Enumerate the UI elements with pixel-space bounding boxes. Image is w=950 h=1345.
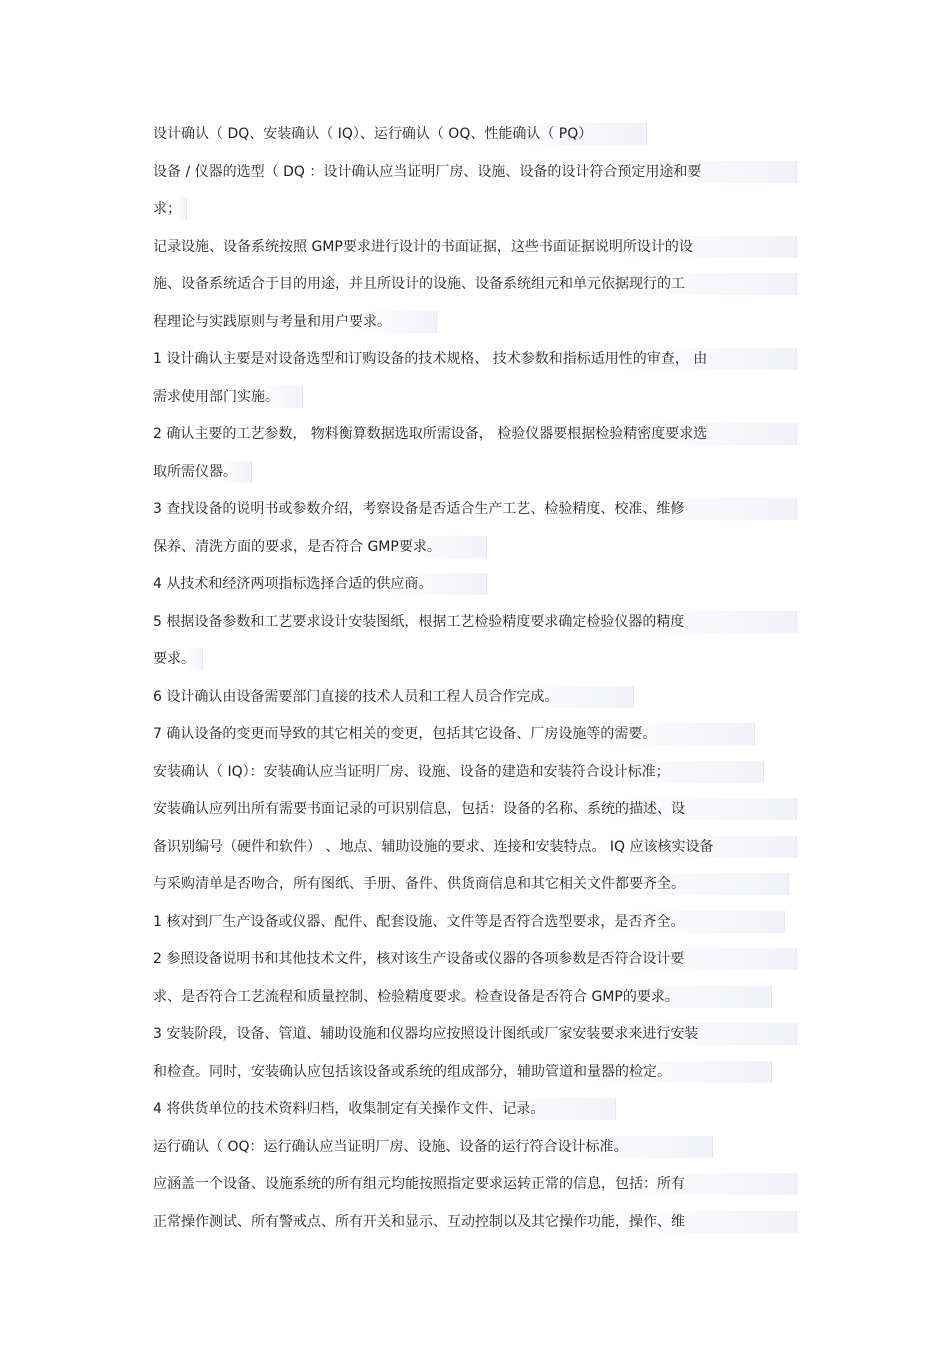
line-text: 2 确认主要的工艺参数， 物料衡算数据选取所需设备， 检验仪器要根据检验精密度要求选 [153, 426, 708, 442]
text-line [153, 1136, 713, 1158]
line-text: 与采购清单是否吻合，所有图纸、手册、备件、供货商信息和其它相关文件都要齐全。 [153, 876, 685, 892]
line-text: 6 设计确认由设备需要部门直接的技术人员和工程人员合作完成。 [153, 689, 559, 705]
line-text: 求、是否符合工艺流程和质量控制、检验精度要求。检查设备是否符合 GMP的要求。 [153, 989, 679, 1005]
text-line [153, 686, 634, 708]
line-text: 安装确认应列出所有需要书面记录的可识别信息，包括：设备的名称、系统的描述、设 [153, 801, 685, 817]
line-text: 1 设计确认主要是对设备选型和订购设备的技术规格、 技术参数和指标适用性的审查， 由 [153, 351, 708, 367]
text-line [153, 611, 797, 633]
text-line [153, 986, 772, 1008]
text-line [153, 761, 764, 783]
line-text: 3 查找设备的说明书或参数介绍，考察设备是否适合生产工艺、检验精度、校准、维修 [153, 501, 685, 517]
line-text: 求； [153, 201, 181, 217]
line-text: 备识别编号（硬件和软件） 、地点、辅助设施的要求、连接和安装特点。 IQ 应该核实设备 [153, 839, 714, 855]
line-text: 需求使用部门实施。 [153, 389, 279, 405]
text-line [153, 1173, 797, 1195]
text-line [153, 198, 187, 220]
line-text: 5 根据设备参数和工艺要求设计安装图纸，根据工艺检验精度要求确定检验仪器的精度 [153, 614, 685, 630]
text-line [153, 498, 797, 520]
text-line [153, 161, 797, 183]
line-text: 4 将供货单位的技术资料归档，收集制定有关操作文件、记录。 [153, 1101, 545, 1117]
line-text: 保养、清洗方面的要求，是否符合 GMP要求。 [153, 539, 441, 555]
text-line [153, 648, 203, 670]
text-line [153, 911, 785, 933]
line-text: 3 安装阶段，设备、管道、辅助设施和仪器均应按照设计图纸或厂家安装要求来进行安装 [153, 1026, 699, 1042]
line-text: 1 核对到厂生产设备或仪器、配件、配套设施、文件等是否符合选型要求，是否齐全。 [153, 914, 685, 930]
text-line [153, 423, 797, 445]
line-text: 设计确认（ DQ、安装确认（ IQ）、运行确认（ OQ、性能确认（ PQ） [153, 126, 593, 142]
text-line [153, 386, 303, 408]
text-line [153, 461, 252, 483]
line-text: 取所需仪器。 [153, 464, 237, 480]
text-line [153, 873, 789, 895]
text-line [153, 798, 797, 820]
text-line [153, 1061, 772, 1083]
text-line [153, 348, 797, 370]
line-text: 记录设施、设备系统按照 GMP要求进行设计的书面证据，这些书面证据说明所设计的设 [153, 239, 693, 255]
line-text: 运行确认（ OQ：运行确认应当证明厂房、设施、设备的运行符合设计标准。 [153, 1139, 628, 1155]
text-line [153, 536, 487, 558]
text-line [153, 1211, 797, 1233]
line-text: 2 参照设备说明书和其他技术文件，核对该生产设备或仪器的各项参数是否符合设计要 [153, 951, 685, 967]
line-text: 和检查。同时，安装确认应包括该设备或系统的组成部分，辅助管道和量器的检定。 [153, 1064, 671, 1080]
text-line [153, 723, 755, 745]
line-text: 应涵盖一个设备、设施系统的所有组元均能按照指定要求运转正常的信息，包括：所有 [153, 1176, 685, 1192]
text-line [153, 573, 487, 595]
line-text: 7 确认设备的变更而导致的其它相关的变更，包括其它设备、厂房设施等的需要。 [153, 726, 657, 742]
line-text: 安装确认（ IQ）：安装确认应当证明厂房、设施、设备的建造和安装符合设计标准； [153, 764, 670, 780]
text-line [153, 836, 797, 858]
line-text: 4 从技术和经济两项指标选择合适的供应商。 [153, 576, 433, 592]
text-line [153, 1023, 797, 1045]
line-text: 设备 / 仪器的选型（ DQ ：设计确认应当证明厂房、设施、设备的设计符合预定用途和要 [153, 164, 702, 180]
line-text: 程理论与实践原则与考量和用户要求。 [153, 314, 391, 330]
line-text: 正常操作测试、所有警戒点、所有开关和显示、互动控制以及其它操作功能，操作、维 [153, 1214, 685, 1230]
text-line [153, 311, 437, 333]
text-line [153, 123, 647, 145]
text-line [153, 236, 797, 258]
line-text: 施、设备系统适合于目的用途，并且所设计的设施、设备系统组元和单元依据现行的工 [153, 276, 685, 292]
line-text: 要求。 [153, 651, 195, 667]
text-line [153, 948, 797, 970]
text-line [153, 1098, 616, 1120]
text-line [153, 273, 797, 295]
